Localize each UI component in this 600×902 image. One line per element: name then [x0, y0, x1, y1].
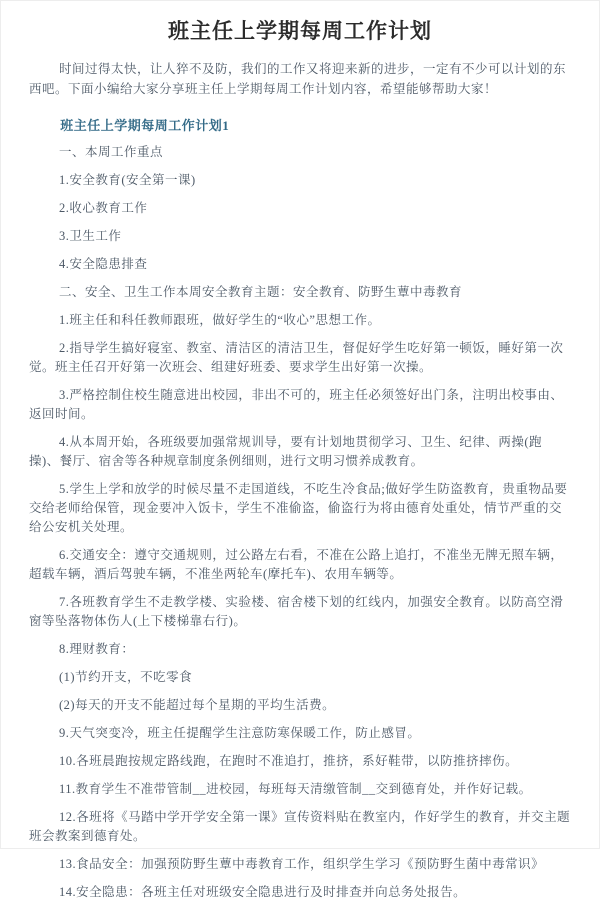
- paragraph: 13.食品安全：加强预防野生蕈中毒教育工作，组织学生学习《预防野生菌中毒常识》: [59, 857, 545, 871]
- paragraph: 2.指导学生搞好寝室、教室、清洁区的清洁卫生，督促好学生吃好第一顿饭，睡好第一次觉。班主任召开好第一次班会、组建好班委、要求学生出好第一次操。: [29, 341, 564, 374]
- paragraph: 4.从本周开始，各班级要加强常规训导，要有计划地贯彻学习、卫生、纪律、两操(跑操)、餐厅、宿舍等各种规章制度条例细则，进行文明习惯养成教育。: [29, 435, 543, 468]
- paragraph: 12.各班将《马踏中学开学安全第一课》宣传资料贴在教室内，作好学生的教育，并交主题班会教案到德育处。: [29, 810, 571, 843]
- paragraph: 3.严格控制住校生随意进出校园，非出不可的，班主任必须签好出门条，注明出校事由、返回时间。: [29, 388, 564, 421]
- paragraph: 14.安全隐患：各班主任对班级安全隐患进行及时排查并向总务处报告。: [59, 885, 467, 899]
- paragraph: 6.交通安全：遵守交通规则，过公路左右看，不准在公路上追打，不准坐无牌无照车辆，超载车辆，酒后驾驶车辆，不准坐两轮车(摩托车)、农用车辆等。: [29, 548, 564, 581]
- paragraph: 2.收心教育工作: [59, 201, 148, 215]
- paragraph-list: [29, 143, 571, 902]
- article-body: [1, 59, 599, 902]
- intro-paragraph: 时间过得太快，让人猝不及防，我们的工作又将迎来新的进步，一定有不少可以计划的东西吧。下面小编给大家分享班主任上学期每周工作计划内容，希望能够帮助大家！: [29, 62, 567, 96]
- paragraph: 7.各班教育学生不走教学楼、实验楼、宿舍楼下划的红线内，加强安全教育。以防高空滑窗等坠落物体伤人(上下楼梯靠右行)。: [29, 595, 564, 628]
- paragraph: (2)每天的开支不能超过每个星期的平均生活费。: [59, 698, 336, 712]
- page-title: 班主任上学期每周工作计划: [168, 20, 432, 43]
- paragraph: 一、本周工作重点: [59, 145, 164, 159]
- paragraph: 4.安全隐患排查: [59, 257, 148, 271]
- paragraph: 1.安全教育(安全第一课): [59, 173, 196, 187]
- paragraph: 8.理财教育：: [59, 642, 135, 656]
- paragraph: 二、安全、卫生工作本周安全教育主题：安全教育、防野生蕈中毒教育: [59, 285, 463, 299]
- paragraph: 5.学生上学和放学的时候尽量不走国道线，不吃生冷食品;做好学生防盗教育，贵重物品要交给老师给保管，现金要冲入饭卡，学生不准偷盗，偷盗行为将由德育处重处，情节严重的交给公安机关处理。: [29, 482, 568, 534]
- paragraph: 11.教育学生不准带管制__进校园，每班每天清缴管制__交到德育处，并作好记载。: [59, 782, 532, 796]
- paragraph: 1.班主任和科任教师跟班，做好学生的“收心”思想工作。: [59, 313, 381, 327]
- paragraph: 9.天气突变冷，班主任提醒学生注意防寒保暖工作，防止感冒。: [59, 726, 421, 740]
- paragraph: 3.卫生工作: [59, 229, 122, 243]
- section-heading: 班主任上学期每周工作计划1: [60, 118, 230, 133]
- paragraph: 10.各班晨跑按规定路线跑，在跑时不准追打，推挤，系好鞋带，以防推挤摔伤。: [59, 754, 519, 768]
- paragraph: (1)节约开支，不吃零食: [59, 670, 193, 684]
